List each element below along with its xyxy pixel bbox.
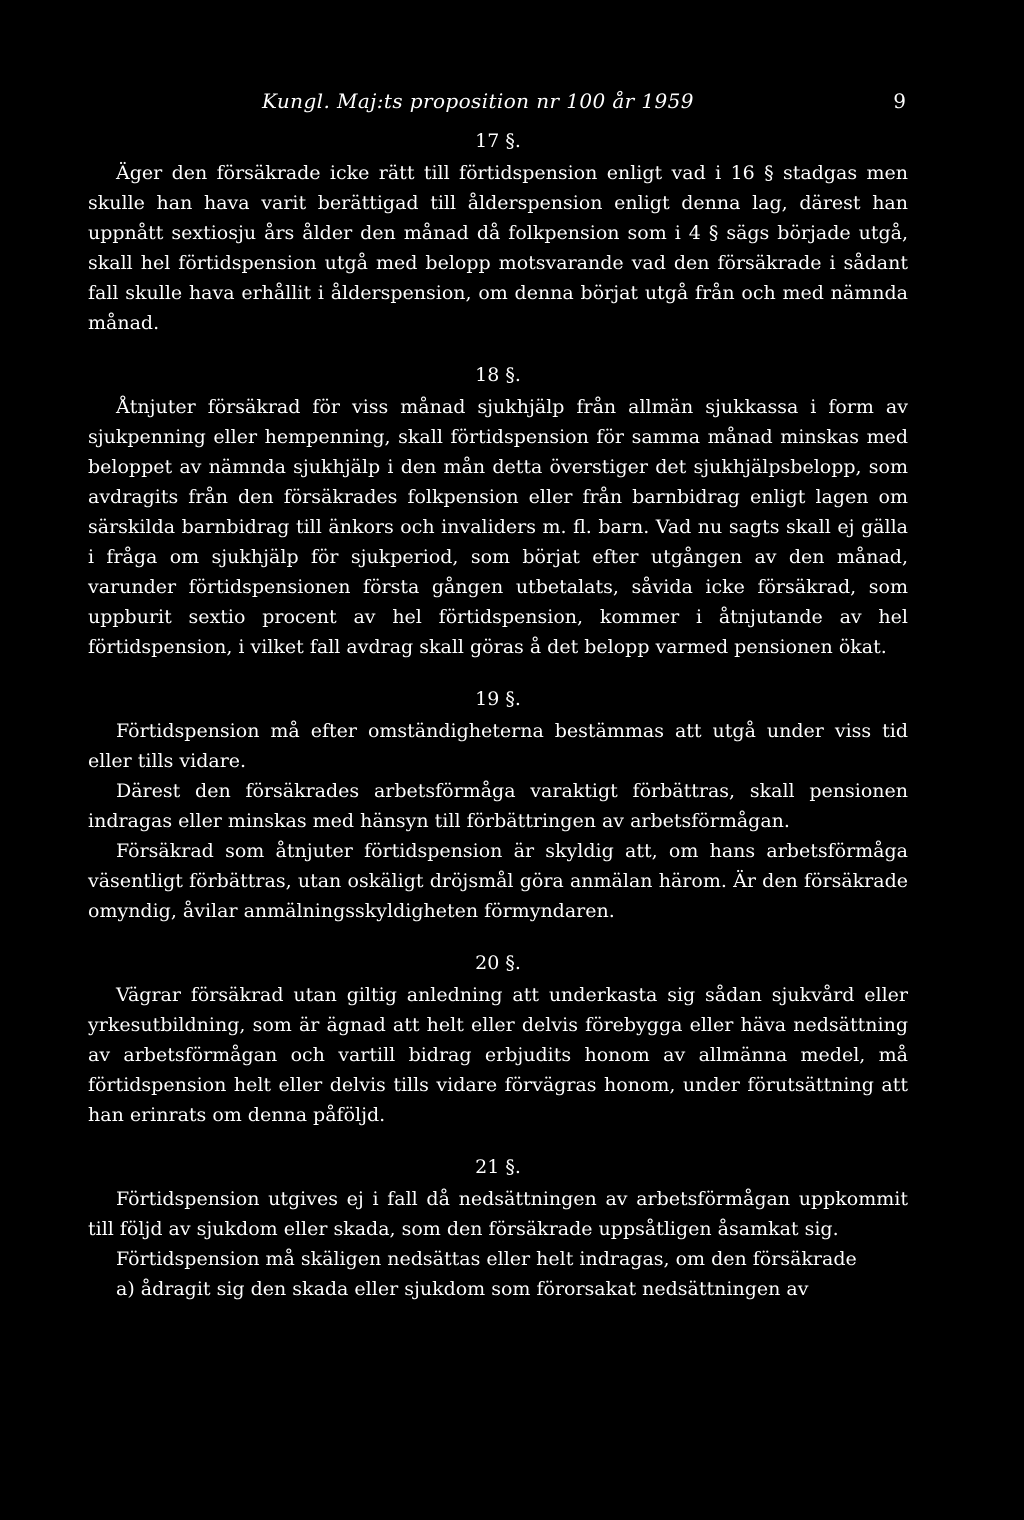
section-heading: 19 §. [475,688,521,710]
paragraph: Förtidspension utgives ej i fall då nedsättningen av arbetsförmågan uppkommit till följd av sjukdom eller skada, som den försäkrade uppsåtligen åsamkat sig. [88,1188,908,1240]
paragraph: Försäkrad som åtnjuter förtidspension är skyldig att, om hans arbetsförmåga väsentligt förbättras, utan oskäligt dröjsmål göra anmälan härom. Är den försäkrade omyndig, åvilar anmälningsskyldigheten förmyndaren. [88,840,908,922]
page-header [262,86,922,118]
section-21 [88,1152,908,1304]
section-19 [88,684,908,926]
section-heading: 18 §. [475,364,521,386]
section-18 [88,360,908,662]
paragraph: Förtidspension må skäligen nedsättas eller helt indragas, om den försäkrade [116,1248,857,1270]
paragraph: Därest den försäkrades arbetsförmåga varaktigt förbättras, skall pensionen indragas eller minskas med hänsyn till förbättringen av arbetsförmågan. [88,780,908,832]
page-body [88,126,908,1304]
list-item: a) ådragit sig den skada eller sjukdom som förorsakat nedsättningen av [116,1278,809,1300]
page-number: 9 [893,89,906,113]
paragraph: Vägrar försäkrad utan giltig anledning att underkasta sig sådan sjukvård eller yrkesutbildning, som är ägnad att helt eller delvis förebygga eller häva nedsättning av arbetsförmågan och vartill bidrag erbjudits honom av allmänna medel, må förtidspension helt eller delvis tills vidare förvägras honom, under förutsättning att han erinrats om denna påföljd. [88,984,908,1126]
section-heading: 17 §. [475,130,521,152]
section-17 [88,126,908,338]
paragraph: Åtnjuter försäkrad för viss månad sjukhjälp från allmän sjukkassa i form av sjukpenning eller hempenning, skall förtidspension för samma månad minskas med beloppet av nämnda sjukhjälp i den mån detta överstiger det sjukhjälpsbelopp, som avdragits från den försäkrades folkpension eller från barnbidrag enligt lagen om särskilda barnbidrag till änkors och invaliders m. fl. barn. Vad nu sagts skall ej gälla i fråga om sjukhjälp för sjukperiod, som börjat efter utgången av den månad, varunder förtidspensionen första gången utbetalats, såvida icke försäkrad, som uppburit sextio procent av hel förtidspension, kommer i åtnjutande av hel förtidspension, i vilket fall avdrag skall göras å det belopp varmed pensionen ökat. [88,396,908,658]
section-20 [88,948,908,1130]
section-heading: 21 §. [475,1156,521,1178]
paragraph: Förtidspension må efter omständigheterna bestämmas att utgå under viss tid eller tills vidare. [88,720,908,772]
paragraph: Äger den försäkrade icke rätt till förtidspension enligt vad i 16 § stadgas men skulle han hava varit berättigad till ålderspension enligt denna lag, därest han uppnått sextiosju års ålder den månad då folkpension som i 4 § sägs började utgå, skall hel förtidspension utgå med belopp motsvarande vad den försäkrade i sådant fall skulle hava erhållit i ålderspension, om denna börjat utgå från och med nämnda månad. [88,162,908,334]
section-heading: 20 §. [475,952,521,974]
running-title: Kungl. Maj:ts proposition nr 100 år 1959 [262,89,694,113]
